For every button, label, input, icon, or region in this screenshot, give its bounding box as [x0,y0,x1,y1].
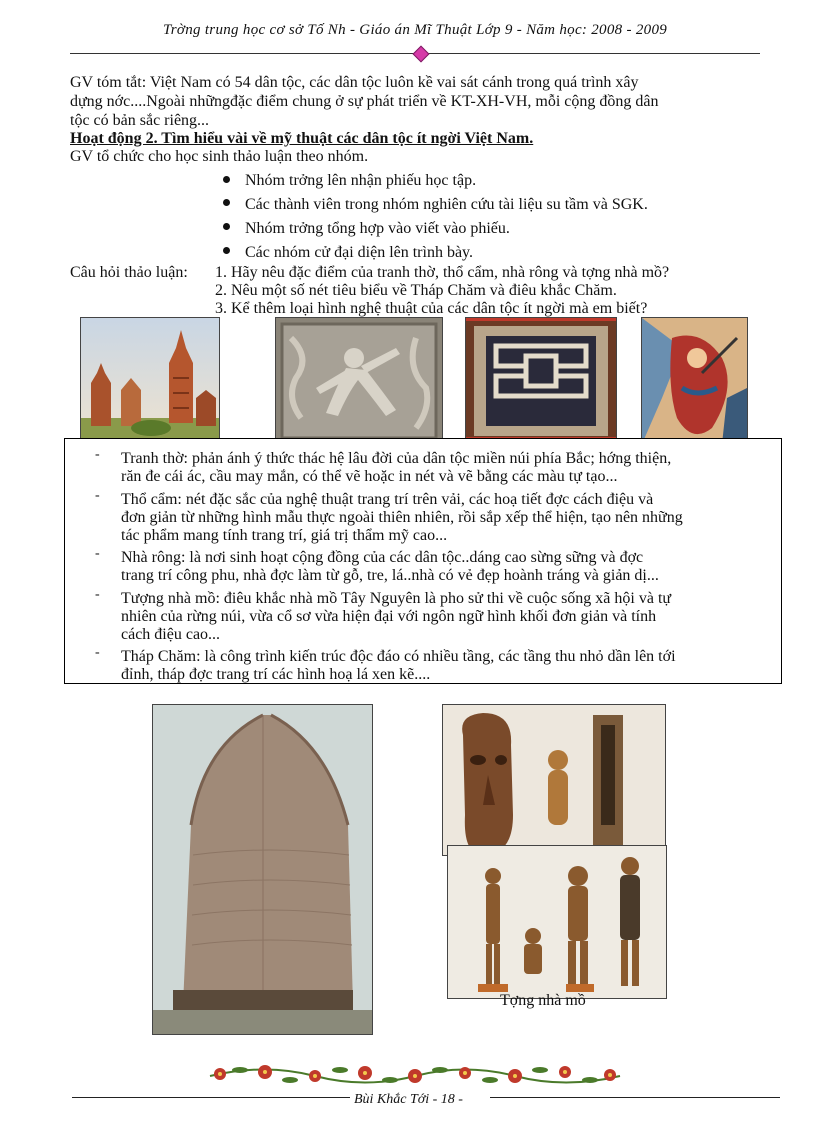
dash-icon: - [95,587,100,602]
summary-item: Nhà rông: là nơi sinh hoạt cộng đồng của các dân tộc..dáng cao sừng sững và đợc trang trí công phu, nhà đợc làm từ gỗ, tre, lá..nhà có vẻ đẹp hoành tráng và giản dị... [121,549,659,584]
tomb-statue-photo-2 [447,845,667,999]
header-rule [70,48,760,60]
photo-caption: Tợng nhà mồ [500,992,586,1009]
intro-line-1: GV tóm tắt: Việt Nam có 54 dân tộc, các dân tộc luôn kề vai sát cánh trong quá trình xây [70,74,639,91]
bullet-item: Nhóm trởng lên nhận phiếu học tập. [245,172,477,189]
dash-icon: - [95,546,100,561]
bullet-icon [223,223,230,230]
activity-heading: Hoạt động 2. Tìm hiểu vài về mỹ thuật các dân tộc ít ngời Việt Nam. [70,130,534,147]
bullet-icon [223,247,230,254]
diamond-ornament-icon [413,46,430,63]
dash-icon: - [95,447,100,462]
intro-line-2: dựng nớc....Ngoài nhữngđặc điểm chung ở sự phát triển về KT-XH-VH, mỗi cộng đồng dân [70,93,659,110]
cham-relief-photo [275,317,443,445]
dash-icon: - [95,488,100,503]
flower-garland-icon [205,1058,625,1088]
summary-item: Tháp Chăm: là công trình kiến trúc độc đáo có nhiều tầng, các tầng thu nhỏ dần lên tới đỉnh, tháp đợc trang trí các hình hoạ lá xen kẽ.... [121,648,676,683]
worship-painting-photo [641,317,748,445]
brocade-photo [465,317,617,445]
rong-house-photo [152,704,373,1035]
bullet-icon [223,199,230,206]
intro-line-3: tộc có bản sắc riêng... [70,112,210,129]
tomb-statue-photo-1 [442,704,666,856]
page-footer: Bùi Khắc Tới - 18 - [350,1092,467,1108]
summary-box [64,438,782,684]
summary-item: Thổ cẩm: nét đặc sắc của nghệ thuật trang trí trên vải, các hoạ tiết đợc cách điệu và đơn giản từ những hình mẫu thực ngoài thiên nhiên, rồi sắp xếp thể hiện, tạo nên những tác phẩm mang tính trang trí, giá trị thẩm mỹ cao... [121,491,683,544]
bullet-item: Nhóm trởng tổng hợp vào viết vào phiếu. [245,220,510,237]
question-item: 1. Hãy nêu đặc điểm của tranh thờ, thổ cẩm, nhà rông và tợng nhà mồ? [215,264,670,281]
summary-item: Tượng nhà mồ: điêu khắc nhà mồ Tây Nguyên là pho sử thi về cuộc sống xã hội và tự nhiên của rừng núi, vừa cổ sơ vừa hiện đại với ngôn ngữ hình khối đơn giản và tính cách điệu cao... [121,590,672,643]
summary-item: Tranh thờ: phản ánh ý thức thác hệ lâu đời của dân tộc miền núi phía Bắc; hớng thiện, răn đe cái ác, cầu may mắn, có thể vẽ hoặc in nét và vẽ bằng các màu tự tạo... [121,450,672,485]
questions-label: Câu hỏi thảo luận: [70,264,188,281]
cham-tower-photo [80,317,220,445]
question-item: 2. Nêu một số nét tiêu biểu về Tháp Chăm và điêu khắc Chăm. [215,282,617,299]
bullet-item: Các thành viên trong nhóm nghiên cứu tài liệu su tầm và SGK. [245,196,648,213]
footer-rule-left [72,1097,350,1098]
question-item: 3. Kể thêm loại hình nghệ thuật của các dân tộc ít ngời mà em biết? [215,300,648,317]
activity-subheading: GV tổ chức cho học sinh thảo luận theo nhóm. [70,148,369,165]
footer-rule-right [490,1097,780,1098]
bullet-icon [223,176,230,183]
page-header: Trờng trung học cơ sở Tố Nh - Giáo án Mĩ Thuật Lớp 9 - Năm học: 2008 - 2009 [162,22,668,38]
dash-icon: - [95,645,100,660]
bullet-item: Các nhóm cử đại diện lên trình bày. [245,244,474,261]
